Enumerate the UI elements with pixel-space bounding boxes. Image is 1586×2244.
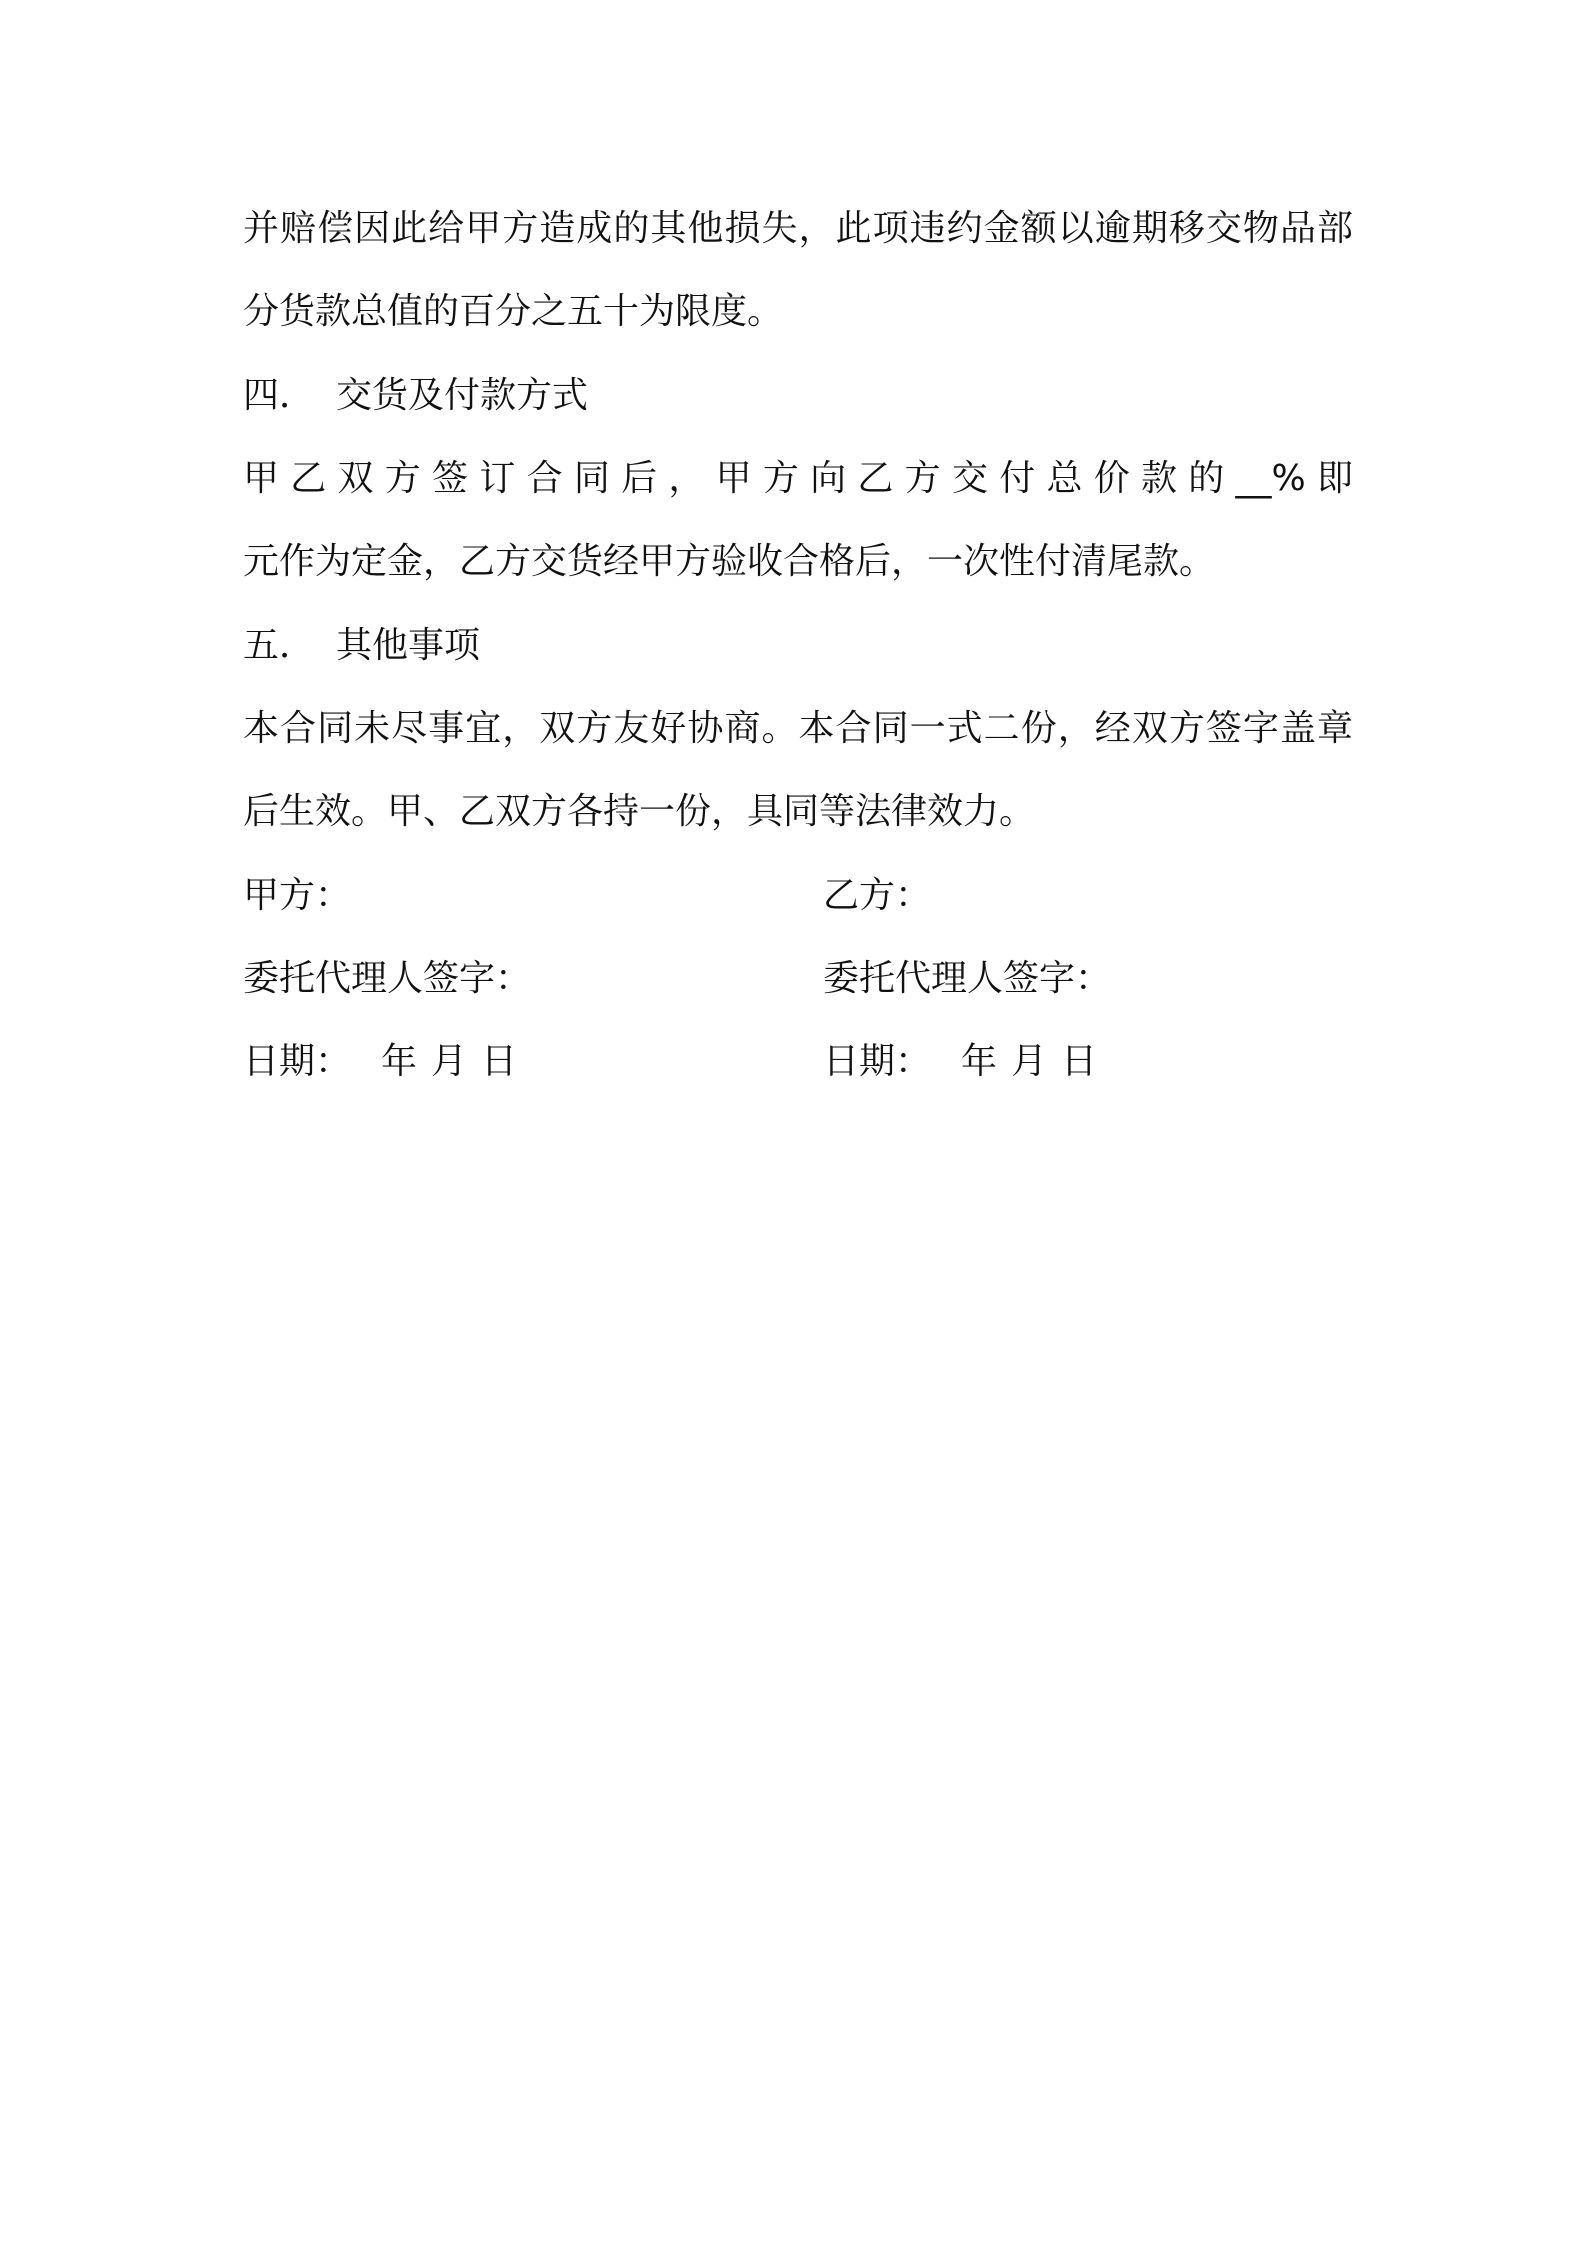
section-5-title: 其他事项 — [336, 625, 481, 666]
date-b-label: 日期： — [823, 1041, 932, 1082]
date-b-year: 年 — [961, 1041, 998, 1082]
penalty-paragraph-line-2: 分货款总值的百分之五十为限度。 — [243, 291, 784, 332]
section-4-number: 四． — [243, 375, 316, 416]
section-5-number: 五． — [243, 625, 316, 666]
agent-b-signature-label: 委托代理人签字： — [823, 958, 1112, 999]
date-a-day: 日 — [481, 1041, 518, 1082]
date-a-label: 日期： — [243, 1041, 352, 1082]
section-4-line-2: 元作为定金，乙方交货经甲方验收合格后，一次性付清尾款。 — [243, 541, 1216, 582]
section-4-title: 交货及付款方式 — [336, 375, 589, 416]
penalty-paragraph-line-1: 并赔偿因此给甲方造成的其他损失，此项违约金额以逾期移交物品部 — [243, 208, 1353, 249]
date-b-day: 日 — [1061, 1041, 1098, 1082]
date-b-month: 月 — [1011, 1041, 1048, 1082]
section-4-heading — [243, 372, 1353, 420]
party-a-label: 甲方： — [243, 875, 352, 916]
party-b-label: 乙方： — [823, 875, 932, 916]
date-a-year: 年 — [381, 1041, 418, 1082]
section-5-line-2: 后生效。甲、乙双方各持一份，具同等法律效力。 — [243, 791, 1036, 832]
section-5-heading — [243, 622, 1353, 670]
agent-a-signature-label: 委托代理人签字： — [243, 958, 532, 999]
date-a-month: 月 — [431, 1041, 468, 1082]
section-4-line-1: 甲乙双方签订合同后，甲方向乙方交付总价款的__%即 — [243, 458, 1353, 499]
section-5-line-1: 本合同未尽事宜，双方友好协商。本合同一式二份，经双方签字盖章 — [243, 708, 1353, 749]
date-a — [243, 1038, 517, 1086]
date-b — [823, 1038, 1097, 1086]
